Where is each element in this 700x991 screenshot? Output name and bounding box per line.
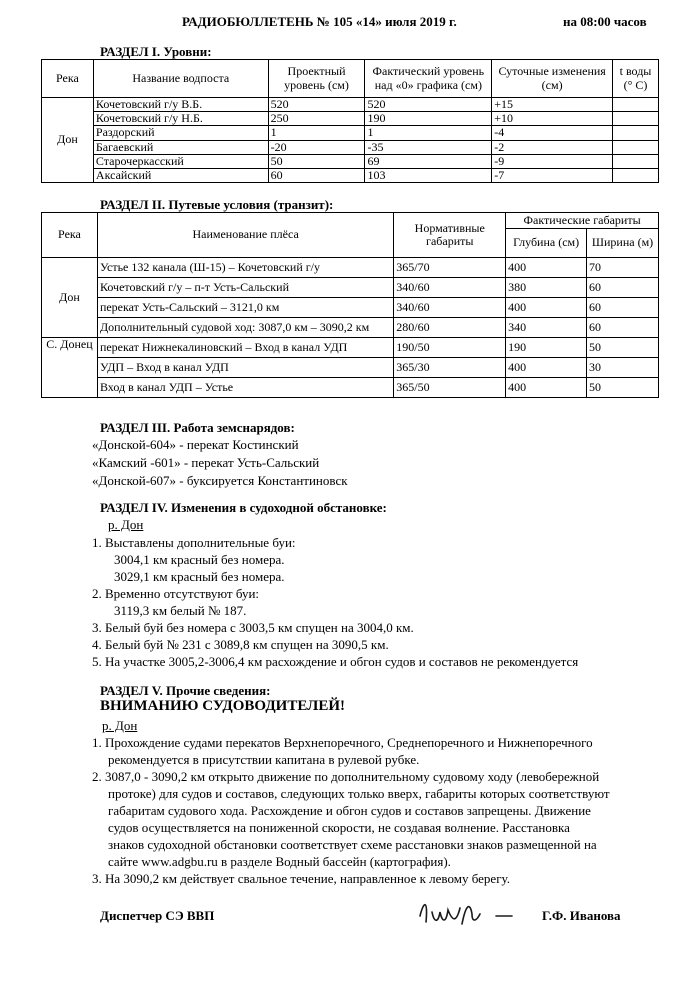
info-line: рекомендуется в присутствии капитана в рулевой рубке.: [108, 752, 420, 767]
table-row: [42, 168, 659, 182]
bulletin-title: РАДИОБЮЛЛЕТЕНЬ № 105 «14» июля 2019 г.: [182, 14, 457, 29]
norm-dims: 190/50: [394, 338, 506, 358]
water-temp: [613, 154, 659, 168]
norm-dims: 365/50: [394, 378, 506, 398]
levels-table: [41, 59, 659, 183]
levels-header-temp: t воды (° С): [613, 60, 659, 98]
section2-title: РАЗДЕЛ II. Путевые условия (транзит):: [100, 197, 334, 212]
design-level: 60: [268, 168, 365, 182]
actual-level: -35: [365, 140, 492, 154]
daily-change: -4: [492, 126, 613, 140]
table-row: [42, 278, 659, 298]
section4-river: р. Дон: [108, 517, 144, 532]
depth: 340: [506, 318, 587, 338]
section4: [92, 500, 672, 670]
info-line: сайте www.adgbu.ru в разделе Водный бассейн (картография).: [108, 854, 451, 869]
norm-dims: 280/60: [394, 318, 506, 338]
levels-header-actual: Фактический уровень над «0» графика (см): [365, 60, 492, 98]
reach-name: Устье 132 канала (Ш-15) – Кочетовский г/у: [97, 258, 393, 278]
actual-level: 1: [365, 126, 492, 140]
levels-header-post: Название водпоста: [93, 60, 268, 98]
dredger-line: «Камский -601» - перекат Усть-Сальский: [92, 455, 320, 470]
table-row: [42, 298, 659, 318]
reach-name: Кочетовский г/у – п-т Усть-Сальский: [97, 278, 393, 298]
actual-level: 520: [365, 98, 492, 112]
table-row: [42, 98, 659, 112]
post-name: Аксайский: [93, 168, 268, 182]
route-header-depth: Глубина (см): [506, 229, 587, 258]
design-level: 520: [268, 98, 365, 112]
design-level: -20: [268, 140, 365, 154]
table-row: [42, 112, 659, 126]
levels-header-river: Река: [42, 60, 94, 98]
reach-name: перекат Усть-Сальский – 3121,0 км: [97, 298, 393, 318]
section4-title: РАЗДЕЛ IV. Изменения в судоходной обстановке:: [100, 500, 387, 515]
daily-change: +10: [492, 112, 613, 126]
route-header-fact: Фактические габариты: [506, 213, 659, 229]
depth: 190: [506, 338, 587, 358]
change-item: 3119,3 км белый № 187.: [114, 603, 247, 618]
section3: [92, 420, 652, 490]
levels-header-design: Проектный уровень (см): [268, 60, 365, 98]
width: 50: [587, 378, 659, 398]
route-header-width: Ширина (м): [587, 229, 659, 258]
width: 30: [587, 358, 659, 378]
table-row: [42, 258, 659, 278]
levels-header-row: [42, 60, 659, 98]
route-header-name: Наименование плёса: [97, 213, 393, 258]
table-row: [42, 154, 659, 168]
dredger-line: «Донской-607» - буксируется Константиновск: [92, 473, 348, 488]
dredger-line: «Донской-604» - перекат Костинский: [92, 437, 299, 452]
route-river-don: Дон: [42, 258, 98, 338]
design-level: 250: [268, 112, 365, 126]
norm-dims: 340/60: [394, 278, 506, 298]
actual-level: 69: [365, 154, 492, 168]
water-temp: [613, 98, 659, 112]
depth: 400: [506, 358, 587, 378]
norm-dims: 365/70: [394, 258, 506, 278]
change-item: 1. Выставлены дополнительные буи:: [92, 535, 296, 550]
signature: [412, 894, 522, 934]
info-line: 1. Прохождение судами перекатов Верхнепоречного, Среднепоречного и Нижнепоречного: [92, 735, 593, 750]
depth: 400: [506, 298, 587, 318]
post-name: Кочетовский г/у В.Б.: [93, 98, 268, 112]
change-item: 5. На участке 3005,2-3006,4 км расхождение и обгон судов и составов не рекомендуется: [92, 654, 579, 669]
section5-river: р. Дон: [102, 718, 138, 733]
daily-change: +15: [492, 98, 613, 112]
post-name: Багаевский: [93, 140, 268, 154]
width: 60: [587, 278, 659, 298]
info-line: 2. 3087,0 - 3090,2 км открыто движение по дополнительному судовому ходу (левобережной: [92, 769, 600, 784]
actual-level: 190: [365, 112, 492, 126]
post-name: Старочеркасский: [93, 154, 268, 168]
change-item: 3004,1 км красный без номера.: [114, 552, 285, 567]
levels-header-change: Суточные изменения (см): [492, 60, 613, 98]
info-line: протоке) для судов и составов, следующих только вверх, габариты которых соответствуют: [108, 786, 610, 801]
bulletin-time: на 08:00 часов: [563, 14, 647, 29]
table-row: [42, 318, 659, 338]
table-row: [42, 338, 659, 358]
table-row: [42, 378, 659, 398]
route-table: [41, 212, 659, 398]
route-header-row: [42, 213, 659, 229]
design-level: 1: [268, 126, 365, 140]
route-header-norm: Нормативные габариты: [394, 213, 506, 258]
norm-dims: 365/30: [394, 358, 506, 378]
depth: 400: [506, 378, 587, 398]
levels-river: Дон: [42, 98, 94, 183]
actual-level: 103: [365, 168, 492, 182]
info-line: 3. На 3090,2 км действует свальное течение, направленное к левому берегу.: [92, 871, 510, 886]
dispatcher-name: Г.Ф. Иванова: [542, 908, 621, 923]
depth: 380: [506, 278, 587, 298]
reach-name: Дополнительный судовой ход: 3087,0 км – 3090,2 км: [97, 318, 393, 338]
norm-dims: 340/60: [394, 298, 506, 318]
info-line: знаков судоходной обстановки соответствует схеме расстановки знаков размещенной на: [108, 837, 597, 852]
reach-name: Вход в канал УДП – Устье: [97, 378, 393, 398]
width: 70: [587, 258, 659, 278]
attention-heading: ВНИМАНИЮ СУДОВОДИТЕЛЕЙ!: [100, 698, 345, 714]
dispatcher-position: Диспетчер СЭ ВВП: [100, 908, 215, 923]
water-temp: [613, 126, 659, 140]
info-line: габаритам судового хода. Расхождение и обгон судов и составов запрещены. Движение: [108, 803, 591, 818]
change-item: 3029,1 км красный без номера.: [114, 569, 285, 584]
daily-change: -9: [492, 154, 613, 168]
width: 60: [587, 298, 659, 318]
info-line: судов осуществляется на пониженной скорости, не создавая волнение. Расстановка: [108, 820, 570, 835]
reach-name: перекат Нижнекалиновский – Вход в канал УДП: [97, 338, 393, 358]
route-header-river: Река: [42, 213, 98, 258]
route-river-donets: С. Донец: [42, 338, 98, 398]
depth: 400: [506, 258, 587, 278]
table-row: [42, 140, 659, 154]
section1-title: РАЗДЕЛ I. Уровни:: [100, 44, 212, 59]
table-row: [42, 126, 659, 140]
daily-change: -2: [492, 140, 613, 154]
section3-title: РАЗДЕЛ III. Работа земснарядов:: [100, 420, 295, 435]
width: 50: [587, 338, 659, 358]
width: 60: [587, 318, 659, 338]
design-level: 50: [268, 154, 365, 168]
change-item: 2. Временно отсутствуют буи:: [92, 586, 260, 601]
post-name: Кочетовский г/у Н.Б.: [93, 112, 268, 126]
daily-change: -7: [492, 168, 613, 182]
table-row: [42, 358, 659, 378]
section5: [92, 683, 672, 886]
water-temp: [613, 140, 659, 154]
water-temp: [613, 112, 659, 126]
water-temp: [613, 168, 659, 182]
change-item: 4. Белый буй № 231 с 3089,8 км спущен на 3090,5 км.: [92, 637, 389, 652]
change-item: 3. Белый буй без номера с 3003,5 км спущен на 3004,0 км.: [92, 620, 414, 635]
reach-name: УДП – Вход в канал УДП: [97, 358, 393, 378]
post-name: Раздорский: [93, 126, 268, 140]
section5-title: РАЗДЕЛ V. Прочие сведения:: [100, 683, 271, 698]
